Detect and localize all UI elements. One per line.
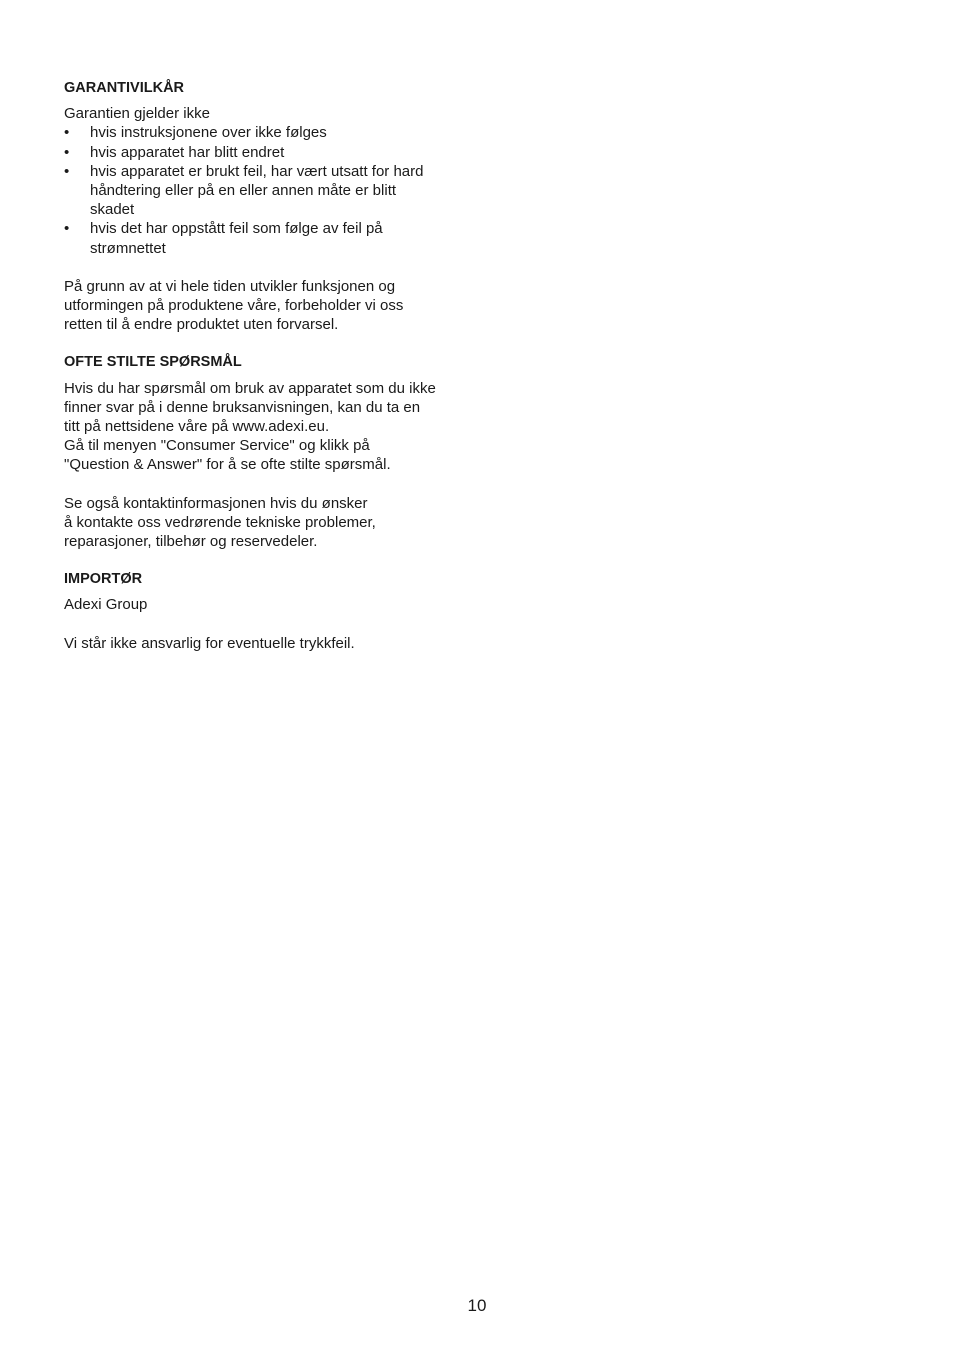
warranty-note-line: På grunn av at vi hele tiden utvikler funksjonen og: [64, 277, 396, 295]
warranty-section: [64, 79, 484, 334]
bullet-icon: •: [64, 124, 70, 142]
list-item-text: hvis instruksjonene over ikke følges: [90, 124, 327, 142]
list-item: [64, 123, 484, 142]
spacer: [64, 258, 484, 277]
faq-line: finner svar på i denne bruksanvisningen, kan du ta en: [64, 398, 421, 416]
faq-heading: OFTE STILTE SPØRSMÅL: [64, 354, 242, 371]
contact-line: Se også kontaktinformasjonen hvis du ønsker: [64, 494, 368, 512]
warranty-intro: Garantien gjelder ikke: [64, 105, 210, 123]
list-item: [64, 219, 484, 257]
bullet-icon: •: [64, 143, 70, 161]
bullet-icon: •: [64, 162, 70, 180]
list-item: [64, 162, 484, 220]
spacer: [64, 475, 484, 494]
list-item-text: skadet: [90, 201, 135, 219]
spacer: [64, 334, 484, 353]
contact-line: reparasjoner, tilbehør og reservedeler.: [64, 533, 318, 551]
spacer: [64, 615, 484, 634]
contact-paragraph: [64, 494, 484, 552]
faq-line: "Question & Answer" for å se ofte stilte spørsmål.: [64, 456, 391, 474]
faq-line: Hvis du har spørsmål om bruk av apparatet som du ikke: [64, 379, 436, 397]
warranty-note: [64, 277, 484, 335]
spacer: [64, 551, 484, 570]
warranty-note-line: utformingen på produktene våre, forbeholder vi oss: [64, 297, 404, 315]
importer-name: Adexi Group: [64, 596, 148, 614]
list-item-text: håndtering eller på en eller annen måte er blitt: [90, 182, 397, 200]
faq-paragraph: [64, 379, 484, 475]
warranty-note-line: retten til å endre produktet uten forvarsel.: [64, 316, 339, 334]
importer-section: [64, 570, 484, 653]
document-column: [64, 79, 484, 653]
page-number: 10: [467, 1296, 487, 1315]
faq-section: [64, 353, 484, 551]
warranty-heading: GARANTIVILKÅR: [64, 80, 185, 96]
list-item-text: strømnettet: [90, 239, 166, 257]
faq-line: Gå til menyen "Consumer Service" og klikk på: [64, 437, 370, 455]
list-item: [64, 143, 484, 162]
contact-line: å kontakte oss vedrørende tekniske problemer,: [64, 513, 376, 531]
disclaimer-text: Vi står ikke ansvarlig for eventuelle trykkfeil.: [64, 634, 355, 652]
list-item-text: hvis apparatet har blitt endret: [90, 143, 285, 161]
list-item-text: hvis apparatet er brukt feil, har vært utsatt for hard: [90, 162, 424, 180]
importer-heading: IMPORTØR: [64, 571, 143, 588]
list-item-text: hvis det har oppstått feil som følge av feil på: [90, 220, 383, 238]
faq-line: titt på nettsidene våre på www.adexi.eu.: [64, 418, 330, 436]
bullet-icon: •: [64, 220, 70, 238]
warranty-bullet-list: [64, 123, 484, 257]
